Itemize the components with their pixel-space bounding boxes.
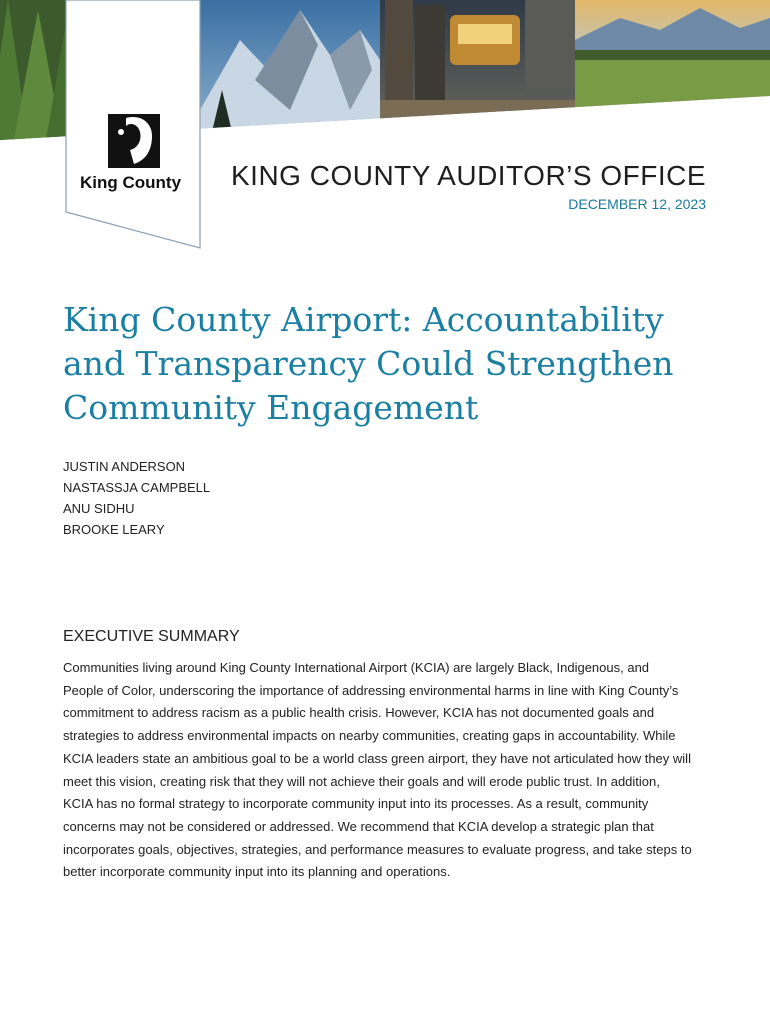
author-name: NASTASSJA CAMPBELL — [63, 480, 211, 495]
header-banner — [0, 0, 770, 260]
mountain-photo — [200, 0, 380, 140]
author-list — [63, 456, 210, 540]
city-photo — [380, 0, 575, 140]
report-title: King County Airport: Accountability and Transparency Could Strengthen Community Engagement — [63, 300, 674, 427]
logo-tab — [66, 0, 200, 248]
author-name: ANU SIDHU — [63, 501, 135, 516]
logo-text: King County — [80, 173, 182, 192]
executive-summary-body: Communities living around King County International Airport (KCIA) are largely Black, Indigenous, and People of Color, underscoring the importance of addressing environmental harms in line with King County’s commitment to address racism as a public health crisis. However, KCIA has not documented goals and strategies to address environmental impacts on nearby communities, creating gaps in accountability. While KCIA leaders state an ambitious goal to be a world class green airport, they have not articulated how they will meet this vision, creating risk that they will not achieve their goals and will erode public trust. In addition, KCIA has no formal strategy to incorporate community input into its processes. As a result, community concerns may not be considered or addressed. We recommend that KCIA develop a strategic plan that incorporates goals, objectives, strategies, and performance measures to evaluate progress, and take steps to better incorporate community input into its planning and operations. — [63, 660, 692, 880]
author-name: JUSTIN ANDERSON — [63, 459, 186, 474]
author-name: BROOKE LEARY — [63, 522, 165, 537]
report-date: DECEMBER 12, 2023 — [568, 196, 706, 212]
office-title: KING COUNTY AUDITOR’S OFFICE — [230, 160, 706, 191]
valley-photo — [575, 0, 770, 140]
executive-summary-heading: EXECUTIVE SUMMARY — [63, 628, 240, 645]
